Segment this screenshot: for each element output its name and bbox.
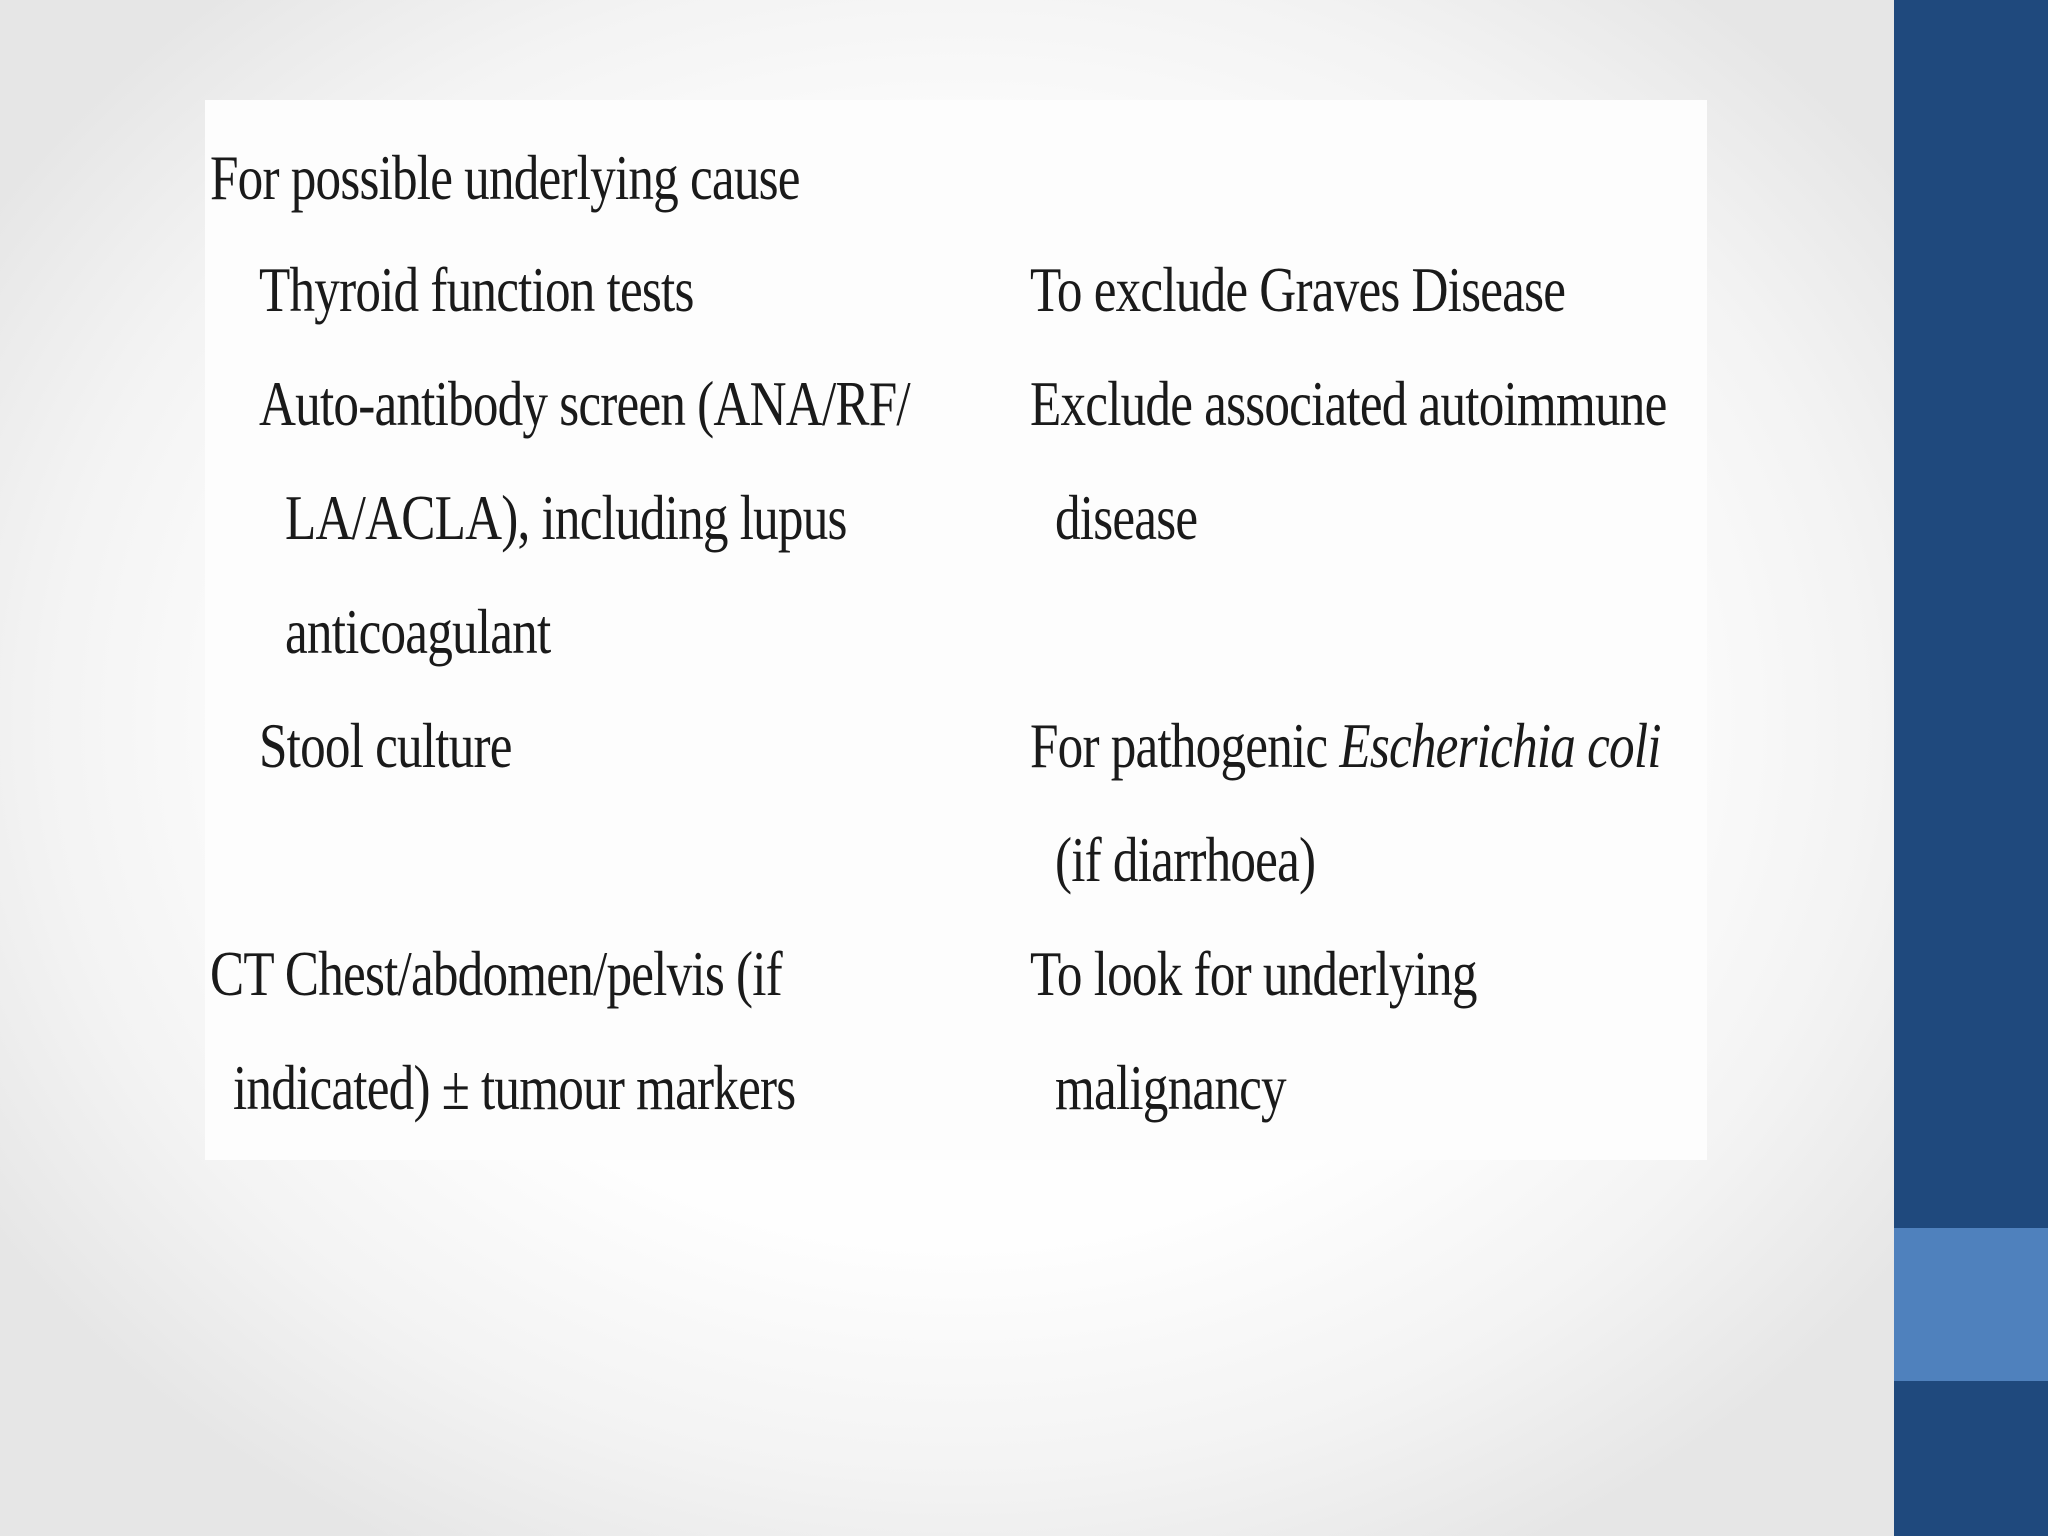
- test-stool-culture: Stool culture: [259, 710, 512, 781]
- test-autoantibody-line3: anticoagulant: [285, 596, 551, 667]
- test-ct-line1: CT Chest/abdomen/pelvis (if: [210, 938, 782, 1009]
- table-image-panel: [205, 100, 1707, 1160]
- test-autoantibody-line2: LA/ACLA), including lupus: [285, 482, 847, 553]
- purpose-autoimmune-line2: disease: [1055, 482, 1198, 553]
- section-heading: For possible underlying cause: [210, 142, 800, 213]
- purpose-malignancy-line1: To look for underlying: [1030, 938, 1477, 1009]
- test-autoantibody-line1: Auto-antibody screen (ANA/RF/: [259, 368, 910, 439]
- purpose-ecoli-line2: (if diarrhoea): [1055, 824, 1316, 895]
- purpose-ecoli-line1: [1030, 710, 1661, 781]
- purpose-autoimmune-line1: Exclude associated autoimmune: [1030, 368, 1667, 439]
- sidebar-accent-block: [1894, 1228, 2048, 1381]
- test-ct-line2: indicated) ± tumour markers: [233, 1052, 796, 1123]
- purpose-malignancy-line2: malignancy: [1055, 1052, 1286, 1123]
- purpose-ecoli-prefix: For pathogenic: [1030, 710, 1340, 781]
- purpose-ecoli-organism: Escherichia coli: [1339, 710, 1661, 781]
- test-thyroid-function: Thyroid function tests: [259, 254, 694, 325]
- purpose-graves: To exclude Graves Disease: [1030, 254, 1566, 325]
